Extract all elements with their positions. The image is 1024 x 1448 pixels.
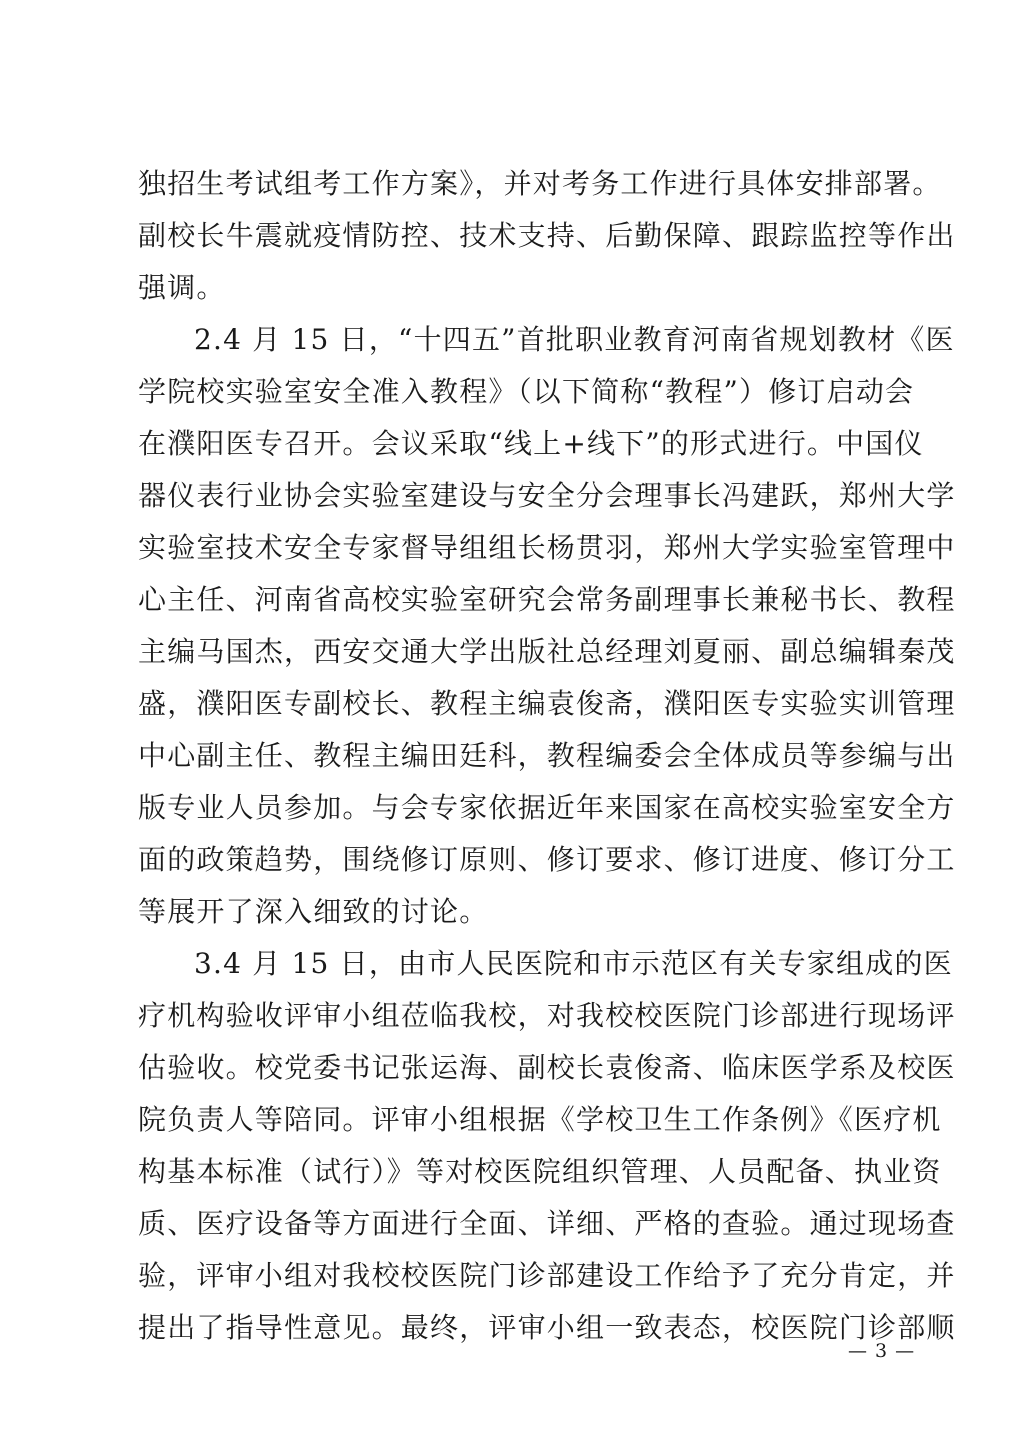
text-line: 主编马国杰，西安交通大学出版社总经理刘夏丽、副总编辑秦茂 — [138, 635, 956, 668]
page-number: — 3 — — [848, 1340, 916, 1362]
text-line: 心主任、河南省高校实验室研究会常务副理事长兼秘书长、教程 — [138, 583, 956, 616]
text-line: 构基本标准（试行）》等对校医院组织管理、人员配备、执业资 — [138, 1155, 942, 1188]
text-line: 提出了指导性意见。最终，评审小组一致表态，校医院门诊部顺 — [138, 1311, 956, 1344]
text-line: 估验收。校党委书记张运海、副校长袁俊斋、临床医学系及校医 — [138, 1051, 956, 1084]
paragraph-2-first-line: 2.4 月 15 日，“十四五”首批职业教育河南省规划教材《医 — [194, 323, 955, 356]
text-line: 学院校实验室安全准入教程》（以下简称“教程”）修订启动会 — [138, 375, 915, 408]
text-line: 盛，濮阳医专副校长、教程主编袁俊斋，濮阳医专实验实训管理 — [138, 687, 956, 720]
text-line: 器仪表行业协会实验室建设与安全分会理事长冯建跃，郑州大学 — [138, 479, 956, 512]
text-line: 强调。 — [138, 271, 226, 304]
text-line: 实验室技术安全专家督导组组长杨贯羽，郑州大学实验室管理中 — [138, 531, 956, 564]
text-line: 院负责人等陪同。评审小组根据《学校卫生工作条例》《医疗机 — [138, 1103, 942, 1136]
text-line: 等展开了深入细致的讨论。 — [138, 895, 489, 928]
text-line: 独招生考试组考工作方案》，并对考务工作进行具体安排部署。 — [138, 167, 942, 200]
text-line: 副校长牛震就疫情防控、技术支持、后勤保障、跟踪监控等作出 — [138, 219, 956, 252]
text-line: 版专业人员参加。与会专家依据近年来国家在高校实验室安全方 — [138, 791, 956, 824]
text-line: 中心副主任、教程主编田廷科，教程编委会全体成员等参编与出 — [138, 739, 956, 772]
text-line: 疗机构验收评审小组莅临我校，对我校校医院门诊部进行现场评 — [138, 999, 956, 1032]
paragraph-3-first-line: 3.4 月 15 日，由市人民医院和市示范区有关专家组成的医 — [194, 947, 953, 980]
text-line: 面的政策趋势，围绕修订原则、修订要求、修订进度、修订分工 — [138, 843, 956, 876]
text-line: 质、医疗设备等方面进行全面、详细、严格的查验。通过现场查 — [138, 1207, 956, 1240]
text-line: 在濮阳医专召开。会议采取“线上+线下”的形式进行。中国仪 — [138, 427, 924, 460]
text-line: 验，评审小组对我校校医院门诊部建设工作给予了充分肯定，并 — [138, 1259, 956, 1292]
